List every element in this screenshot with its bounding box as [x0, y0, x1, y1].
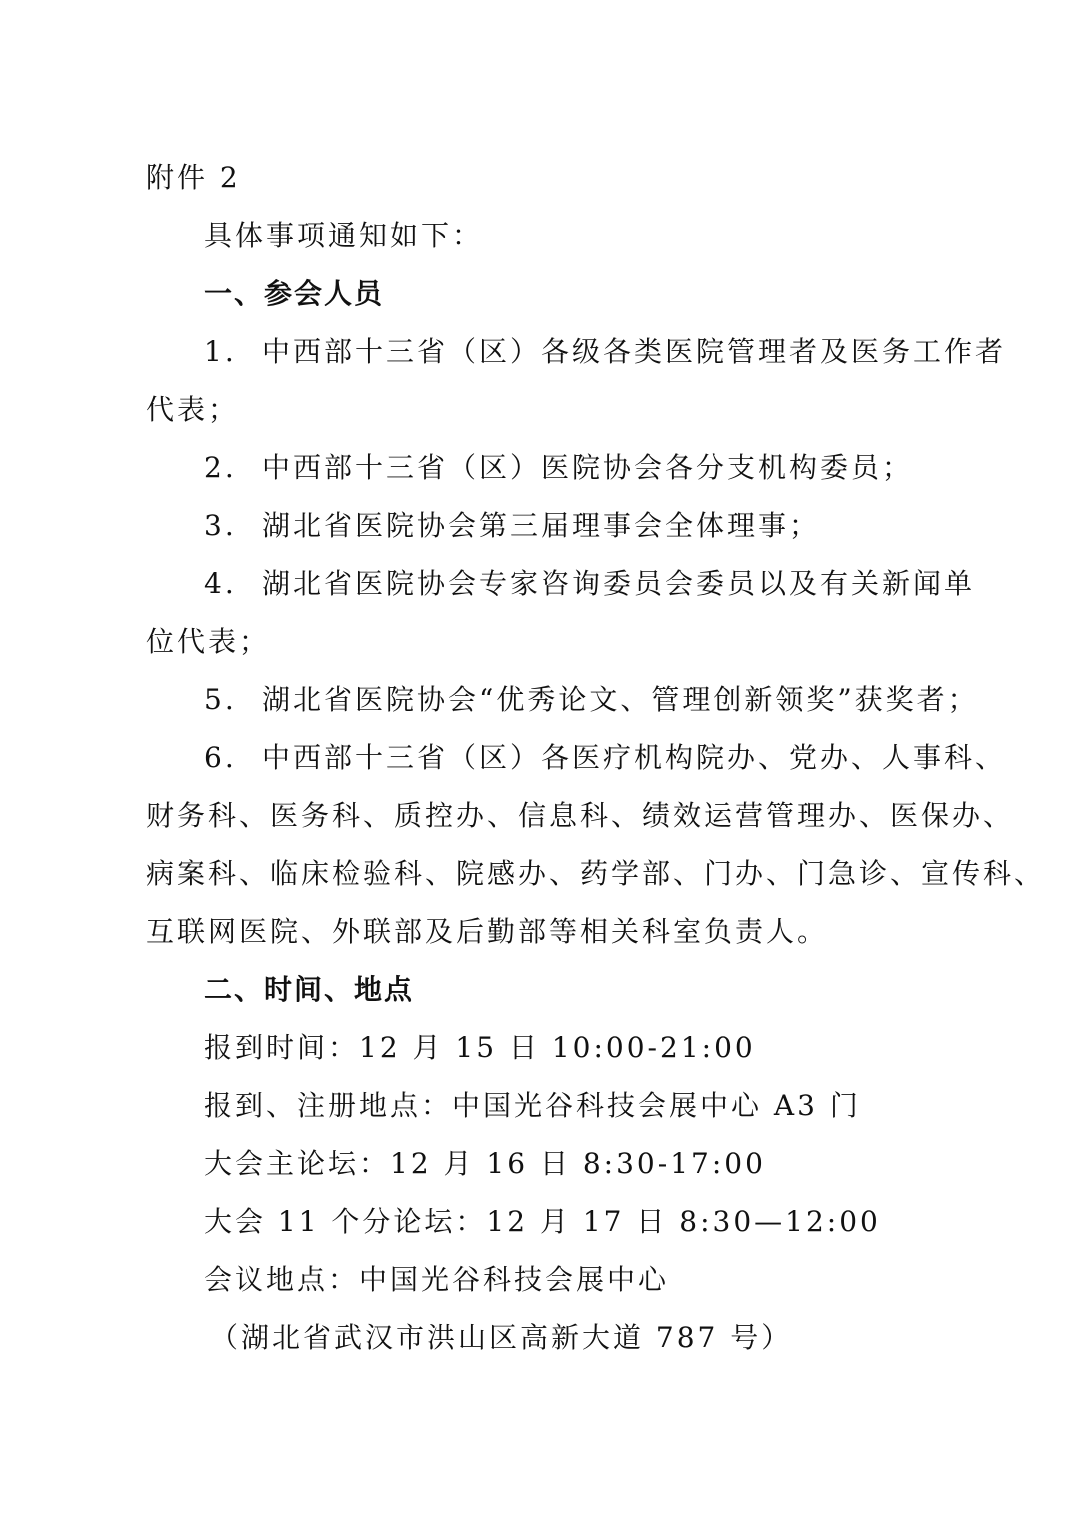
list-item	[204, 682, 979, 718]
item-continuation: 病案科、临床检验科、院感办、药学部、门办、门急诊、宣传科、	[146, 857, 1046, 890]
item-text: 湖北省医院协会“优秀论文、管理创新领奖”获奖者；	[262, 683, 979, 716]
list-item	[204, 740, 1006, 776]
intro-text: 具体事项通知如下：	[204, 219, 484, 252]
meeting-location: 会议地点：中国光谷科技会展中心	[204, 1263, 670, 1296]
item-number: 6.	[204, 741, 237, 774]
sub-forum-time: 大会 11 个分论坛：12 月 17 日 8:30—12:00	[204, 1205, 881, 1238]
item-continuation: 代表；	[146, 393, 240, 426]
meeting-address: （湖北省武汉市洪山区高新大道 787 号）	[210, 1321, 793, 1354]
item-number: 3.	[204, 509, 237, 542]
main-forum-time: 大会主论坛：12 月 16 日 8:30-17:00	[204, 1147, 766, 1180]
item-number: 2.	[204, 451, 237, 484]
registration-time: 报到时间：12 月 15 日 10:00-21:00	[204, 1031, 756, 1064]
list-item	[204, 334, 1006, 370]
item-text: 湖北省医院协会专家咨询委员会委员以及有关新闻单	[262, 567, 976, 600]
item-text: 湖北省医院协会第三届理事会全体理事；	[262, 509, 821, 542]
item-text: 中西部十三省（区）各医疗机构院办、党办、人事科、	[262, 741, 1007, 774]
registration-location: 报到、注册地点：中国光谷科技会展中心 A3 门	[204, 1089, 861, 1122]
section-2-heading: 二、时间、地点	[204, 973, 415, 1006]
item-number: 1.	[204, 335, 237, 368]
section-1-heading: 一、参会人员	[204, 277, 385, 310]
list-item	[204, 566, 975, 602]
item-number: 4.	[204, 567, 237, 600]
item-continuation: 财务科、医务科、质控办、信息科、绩效运营管理办、医保办、	[146, 799, 1015, 832]
item-continuation: 位代表；	[146, 625, 271, 658]
item-text: 中西部十三省（区）各级各类医院管理者及医务工作者	[262, 335, 1007, 368]
list-item	[204, 450, 913, 486]
item-text: 中西部十三省（区）医院协会各分支机构委员；	[262, 451, 914, 484]
attachment-label: 附件 2	[146, 161, 241, 194]
list-item	[204, 508, 820, 544]
item-number: 5.	[204, 683, 237, 716]
item-continuation: 互联网医院、外联部及后勤部等相关科室负责人。	[146, 915, 829, 948]
